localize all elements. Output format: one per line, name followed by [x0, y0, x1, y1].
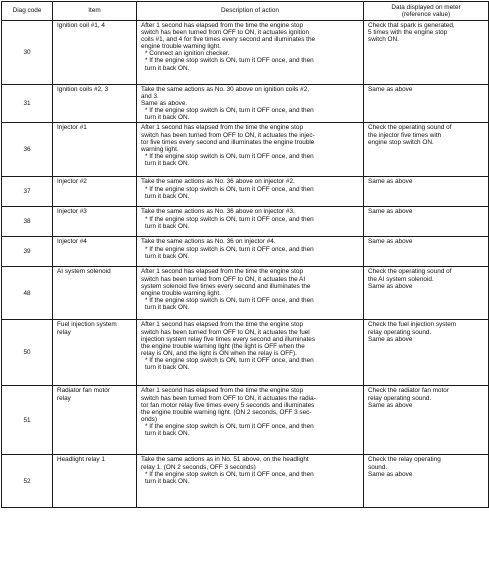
note-line: * If the engine stop switch is ON, turn it OFF once, and then [145, 57, 314, 65]
note-line: * If the engine stop switch is ON, turn it OFF once, and then [145, 107, 314, 115]
description-cell [137, 455, 364, 508]
description-cell-line: switch has been turned from OFF to ON, it actuates the injec- [141, 131, 315, 139]
description-cell-line: and 3. [141, 93, 159, 101]
description-cell [137, 123, 364, 177]
description-cell-line: After 1 second has elapsed from the time the engine stop [141, 124, 303, 132]
header-diag-code: Diag code [2, 2, 53, 21]
item-cell [53, 320, 137, 386]
diag-code-cell: 30 [2, 21, 53, 85]
note-line: turn it back ON. [145, 477, 190, 485]
meter-data-cell [364, 386, 489, 455]
meter-data-cell [364, 85, 489, 123]
note-line: turn it back ON. [145, 64, 190, 72]
description-cell [137, 386, 364, 455]
meter-data-cell-line: Same as above [368, 86, 413, 93]
diag-code-cell: 39 [2, 237, 53, 267]
diagnostic-code-table [1, 1, 489, 508]
meter-data-cell [364, 177, 489, 207]
meter-data-cell-line: sound. [368, 463, 388, 471]
note-line: * If the engine stop switch is ON, turn it OFF once, and then [145, 185, 314, 193]
table-row [2, 455, 489, 508]
note-line: turn it back ON. [145, 222, 190, 230]
item-cell-line: AI system solenoid [57, 268, 111, 276]
note-line: turn it back ON. [145, 364, 190, 372]
item-cell [53, 177, 137, 207]
header-meter-line: Data displayed on meter [391, 3, 461, 11]
description-cell [137, 320, 364, 386]
description-cell-line: warning light. [141, 145, 179, 153]
description-cell-line: engine trouble warning light. [141, 289, 221, 297]
note-line: turn it back ON. [145, 252, 190, 260]
description-cell-line: Take the same actions as No. 36 on injector #4. [141, 238, 276, 246]
description-cell-line: engine trouble warning light. [141, 43, 221, 51]
table-row [2, 85, 489, 123]
diag-code-cell: 38 [2, 207, 53, 237]
description-cell-line: Same as above. [141, 100, 188, 108]
description-cell-line: coils #1, and 4 for five times every second and illuminates the [141, 36, 316, 44]
meter-data-cell [364, 21, 489, 85]
item-cell-line: relay [57, 394, 71, 402]
meter-data-cell-line: engine stop switch ON. [368, 138, 434, 146]
meter-data-cell-line: Same as above [368, 470, 413, 478]
item-cell [53, 386, 137, 455]
item-cell [53, 21, 137, 85]
description-cell-line: switch has been turned from OFF to ON, it actuates the fuel [141, 328, 310, 336]
description-cell-line: switch has been turned from OFF to ON, it actuates ignition [141, 29, 310, 37]
note-line: * If the engine stop switch is ON, turn it OFF once, and then [145, 470, 314, 478]
note-line: * Connect an ignition checker. [145, 50, 230, 58]
note-line: turn it back ON. [145, 114, 190, 122]
meter-data-cell [364, 207, 489, 237]
diag-code-cell: 51 [2, 386, 53, 455]
description-cell-line: switch has been turned from OFF to ON, it actuates the radia- [141, 394, 316, 402]
meter-data-cell-line: relay operating sound. [368, 394, 432, 402]
item-cell-line: Injector #2 [57, 178, 87, 186]
header-meter-data [364, 2, 489, 21]
item-cell-line: Injector #3 [57, 208, 87, 216]
meter-data-cell-line: Check that spark is generated, [368, 22, 455, 29]
meter-data-cell-line: 5 times with the engine stop [368, 29, 448, 37]
note-line: turn it back ON. [145, 430, 190, 438]
table-row [2, 320, 489, 386]
note-line: * If the engine stop switch is ON, turn it OFF once, and then [145, 215, 314, 223]
meter-data-cell-line: relay operating sound. [368, 328, 432, 336]
meter-data-cell-line: Check the operating sound of [368, 268, 452, 276]
description-cell-line: onds) [141, 415, 157, 423]
description-cell [137, 21, 364, 85]
item-cell-line: Ignition coils #2, 3 [57, 86, 109, 93]
meter-data-cell [364, 455, 489, 508]
item-cell [53, 267, 137, 320]
item-cell-line: Radiator fan motor [57, 387, 110, 395]
description-cell-line: Take the same actions as No. 36 above on injector #3. [141, 208, 295, 216]
item-cell-line: Headlight relay 1 [57, 456, 105, 464]
description-cell-line: injection system relay five times every second and illuminates [141, 335, 316, 343]
description-cell-line: the engine trouble warning light (the light is OFF when the [141, 342, 305, 350]
note-line: * If the engine stop switch is ON, turn it OFF once, and then [145, 296, 314, 304]
diag-code-cell: 31 [2, 85, 53, 123]
header-meter-line: (reference value) [401, 11, 451, 18]
meter-data-cell-line: Same as above [368, 401, 413, 409]
description-cell [137, 207, 364, 237]
note-line: * If the engine stop switch is ON, turn it OFF once, and then [145, 422, 314, 430]
meter-data-cell-line: Same as above [368, 335, 413, 343]
description-cell [137, 237, 364, 267]
description-cell-line: relay 1. (ON 2 seconds, OFF 3 seconds) [141, 463, 256, 471]
diag-code-cell: 36 [2, 123, 53, 177]
description-cell-line: After 1 second has elapsed from the time the engine stop [141, 22, 303, 29]
meter-data-cell-line: Same as above [368, 282, 413, 290]
meter-data-cell-line: Check the fuel injection system [368, 321, 457, 329]
note-line: turn it back ON. [145, 303, 190, 311]
meter-data-cell-line: Check the operating sound of [368, 124, 452, 132]
description-cell [137, 85, 364, 123]
diag-code-cell: 48 [2, 267, 53, 320]
description-cell-line: tor fan motor relay five times every 5 seconds and illuminates [141, 401, 315, 409]
diag-code-cell: 52 [2, 455, 53, 508]
description-cell-line: After 1 second has elapsed from the time the engine stop [141, 387, 303, 395]
note-line: * If the engine stop switch is ON, turn it OFF once, and then [145, 245, 314, 253]
item-cell-line: Injector #1 [57, 124, 87, 132]
description-cell-line: switch has been turned from OFF to ON, it actuates the AI [141, 275, 306, 283]
description-cell [137, 267, 364, 320]
header-description: Description of action [137, 2, 364, 21]
description-cell-line: Take the same actions as No. 30 above on ignition coils #2, [141, 86, 310, 93]
note-line: * If the engine stop switch is ON, turn it OFF once, and then [145, 152, 314, 160]
description-cell-line: tor five times every second and illuminates the engine trouble [141, 138, 315, 146]
item-cell [53, 237, 137, 267]
meter-data-cell-line: switch ON. [368, 36, 399, 44]
item-cell-line: relay [57, 328, 71, 336]
item-cell-line: Fuel injection system [57, 321, 117, 329]
meter-data-cell-line: Same as above [368, 238, 413, 246]
description-cell-line: After 1 second has elapsed from the time the engine stop [141, 321, 303, 329]
meter-data-cell-line: the AI system solenoid. [368, 275, 434, 283]
description-cell-line: Take the same actions as in No. 51 above, on the headlight [141, 456, 309, 464]
item-cell [53, 455, 137, 508]
meter-data-cell-line: Same as above [368, 178, 413, 186]
item-cell-line: Injector #4 [57, 238, 87, 246]
table-row [2, 21, 489, 85]
table-row [2, 207, 489, 237]
meter-data-cell [364, 237, 489, 267]
item-cell-line: Ignition coil #1, 4 [57, 22, 105, 29]
table-row [2, 386, 489, 455]
table-header-row [2, 2, 489, 21]
description-cell-line: Take the same actions as No. 36 above on injector #2. [141, 178, 295, 186]
table-body [2, 21, 489, 508]
item-cell [53, 207, 137, 237]
diag-code-cell: 37 [2, 177, 53, 207]
table-row [2, 237, 489, 267]
item-cell [53, 85, 137, 123]
description-cell [137, 177, 364, 207]
table-row [2, 123, 489, 177]
note-line: turn it back ON. [145, 192, 190, 200]
note-line: turn it back ON. [145, 159, 190, 167]
table-row [2, 267, 489, 320]
diag-code-cell: 50 [2, 320, 53, 386]
table-row [2, 177, 489, 207]
meter-data-cell-line: the injector five times with [368, 131, 442, 139]
meter-data-cell [364, 320, 489, 386]
description-cell-line: After 1 second has elapsed from the time the engine stop [141, 268, 303, 276]
meter-data-cell-line: Check the radiator fan motor [368, 387, 449, 395]
item-cell [53, 123, 137, 177]
meter-data-cell [364, 267, 489, 320]
description-cell-line: the engine trouble warning light. (ON 2 seconds, OFF 3 sec- [141, 408, 312, 416]
meter-data-cell-line: Same as above [368, 208, 413, 216]
header-item: Item [53, 2, 137, 21]
meter-data-cell-line: Check the relay operating [368, 456, 441, 464]
note-line: * If the engine stop switch is ON, turn it OFF once, and then [145, 356, 314, 364]
meter-data-cell [364, 123, 489, 177]
description-cell-line: relay is ON, and the light is ON when the relay is OFF). [141, 349, 297, 357]
description-cell-line: system solenoid five times every second and illuminates the [141, 282, 311, 290]
